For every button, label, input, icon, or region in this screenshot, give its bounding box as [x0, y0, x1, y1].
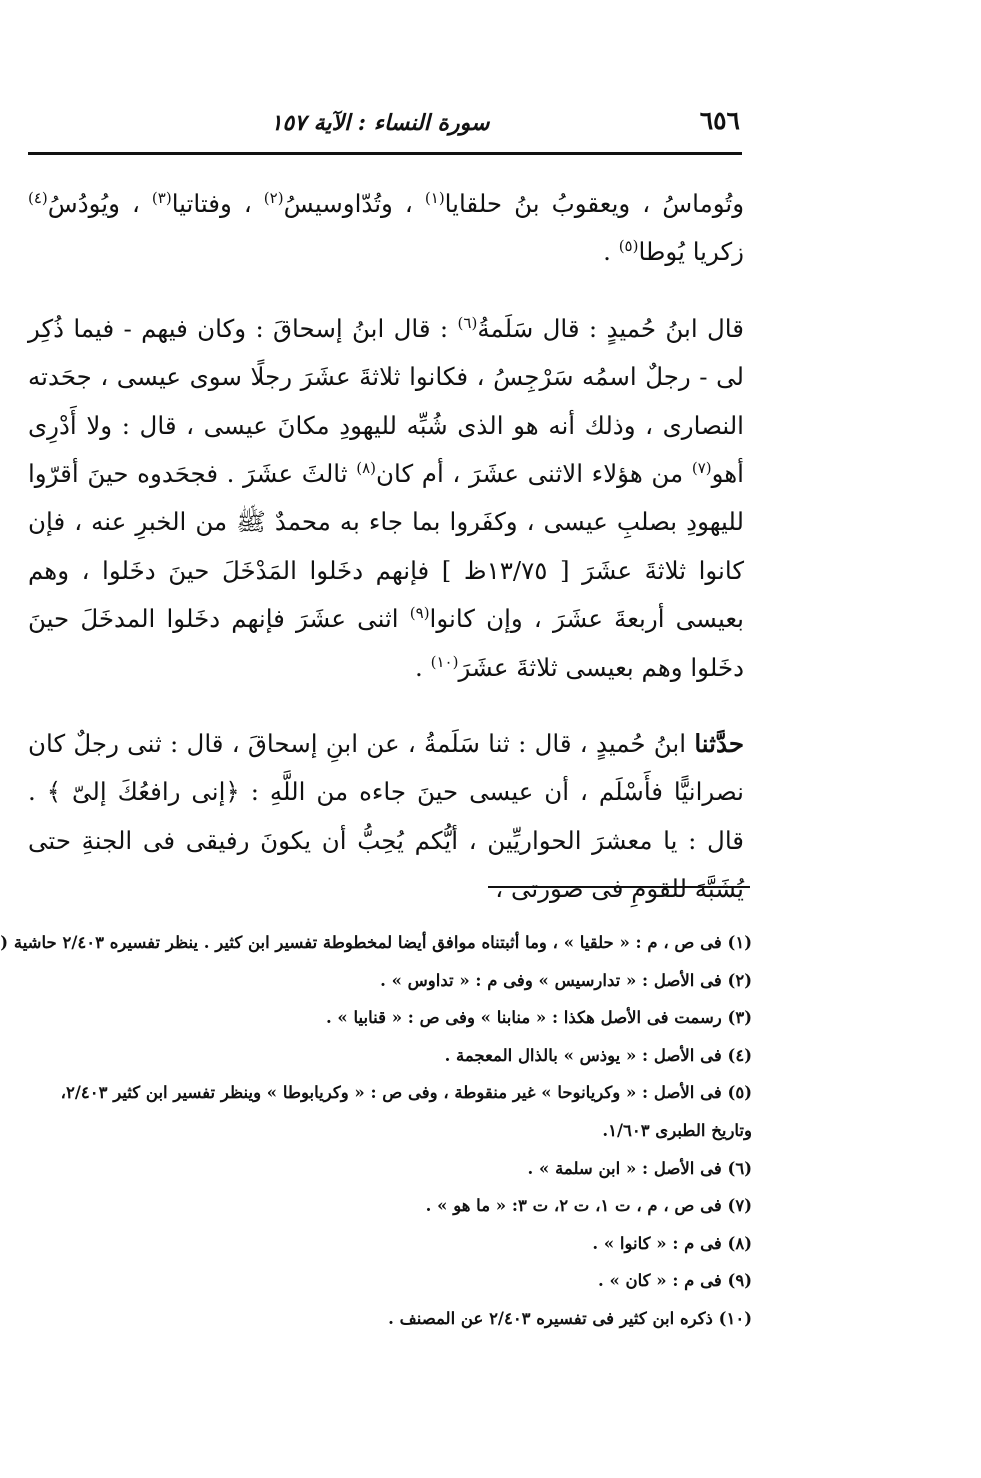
page-header	[30, 104, 740, 144]
footnote: (١) فى ص ، م : « حلقيا » ، وما أثبتناه موافق أيضا لمخطوطة تفسير ابن كثير . ينظر تفسيره ٢/٤٠٣ حاشية (	[0, 933, 752, 952]
paragraph-2	[28, 305, 744, 692]
footnote: (٥) فى الأصل : « وكريانوحا » غير منقوطة ، وفى ص : « وكريابوطا » وينظر تفسير ابن كثير ٢/٤٠٣، وتاريخ الطبرى ١/٦٠٣.	[60, 1083, 752, 1140]
footnote-rule	[488, 886, 750, 888]
footnote: (١٠) ذكره ابن كثير فى تفسيره ٢/٤٠٣ عن المصنف .	[388, 1308, 752, 1328]
footnote-ref: (٦)	[457, 313, 478, 332]
text-segment: : قال ابنُ إسحاقَ : وكان فيهم - فيما ذُكِر لى - رجلٌ اسمُه سَرْجِسُ ، فكانوا ثلاثةَ عشَرَ رجلًا سوى عيسى ، جحَدته النصارى ، وذلك أنه هو الذى شُبِّه لليهودِ مكانَ عيسى ، قال : ولا أَدْرِى أهو	[28, 313, 744, 489]
paragraph-1	[28, 180, 744, 277]
paragraph-3	[28, 720, 744, 914]
running-title: سورة النساء : الآية ١٥٧	[270, 110, 490, 136]
footnote: (٤) فى الأصل : « يوذس » بالذال المعجمة .	[444, 1045, 752, 1065]
text-segment: من هؤلاء الاثنى عشَرَ ، أم كان	[376, 459, 692, 489]
footnote-ref: (٧)	[691, 458, 712, 477]
footnote-ref: (٩)	[409, 604, 430, 623]
text-segment: وتُوماسُ ، ويعقوبُ بنُ حلقايا	[444, 189, 745, 218]
footnote-ref: (٣)	[151, 188, 172, 207]
footnote: (٨) فى م : « كانوا » .	[592, 1233, 752, 1253]
page-number: ٦٥٦	[699, 106, 740, 135]
text-segment: قال ابنُ حُميدٍ : قال سَلَمةُ	[477, 313, 744, 343]
text-segment: ، ويُودُسُ	[47, 189, 152, 218]
text-segment: زكريا يُوطا	[638, 237, 744, 267]
text-segment: ثالثَ عشَرَ . فجحَدوه حينَ أقرّوا لليهودِ بصلبِ عيسى ، وكفَروا بما جاء به محمدٌ ﷺ من الخبرِ عنه ، فإن كانوا ثلاثةَ عشَرَ [ ١٣/٧٥ظ ] فإنهم دخَلوا المَدْخَلَ حينَ دخَلوا ، وهم بعيسى أربعةَ عشَرَ ، وإن كانوا	[28, 459, 744, 634]
footnote: (٦) فى الأصل : « ابن سلمة » .	[527, 1158, 752, 1178]
footnote-ref: (١٠)	[430, 652, 459, 671]
text-segment: ، وتُدّاوسيسُ	[283, 189, 425, 218]
text-segment: .	[603, 237, 619, 267]
footnote: (٩) فى م : « كان » .	[597, 1271, 752, 1291]
text-segment: اثنى عشَرَ فإنهم دخَلوا المدخَلَ حينَ دخَلوا وهم بعيسى ثلاثةَ عشَرَ	[28, 604, 744, 682]
footnotes	[0, 924, 752, 1338]
footnote: (٧) فى ص ، م ، ت ١، ت ٢، ت ٣: « ما هو » .	[425, 1196, 752, 1216]
header-rule	[28, 152, 742, 155]
footnote-ref: (١)	[424, 188, 445, 207]
footnote-ref: (٨)	[356, 458, 377, 477]
text-segment: .	[415, 652, 431, 682]
main-text	[28, 180, 744, 914]
footnote: (٢) فى الأصل : « تدارسيس » وفى م : « تداوس » .	[380, 970, 752, 990]
footnote: (٣) رسمت فى الأصل هكذا : « منابنا » وفى ص : « قنابيا » .	[325, 1008, 752, 1028]
footnote-ref: (٥)	[618, 237, 639, 256]
paragraph-lead-word: حدَّثنا	[694, 729, 744, 759]
text-segment: ابنُ حُميدٍ ، قال : ثنا سَلَمةُ ، عن ابنِ إسحاقَ ، قال : ثنى رجلٌ كان نصرانيًّا فأَسْلَم ، أن عيسى حينَ جاءه من اللَّهِ : ﴿إنى رافعُكَ إلىّ ﴾ . قال : يا معشرَ الحواريِّين ، أيُّكم يُحِبُّ أن يكونَ رفيقى فى الجنةِ حتى يُشَبَّهَ للقومِ فى صورتى ،	[28, 729, 744, 904]
text-segment: ، وفتاتيا	[171, 189, 264, 218]
footnote-ref: (٤)	[28, 188, 48, 207]
footnote-ref: (٢)	[263, 188, 284, 207]
